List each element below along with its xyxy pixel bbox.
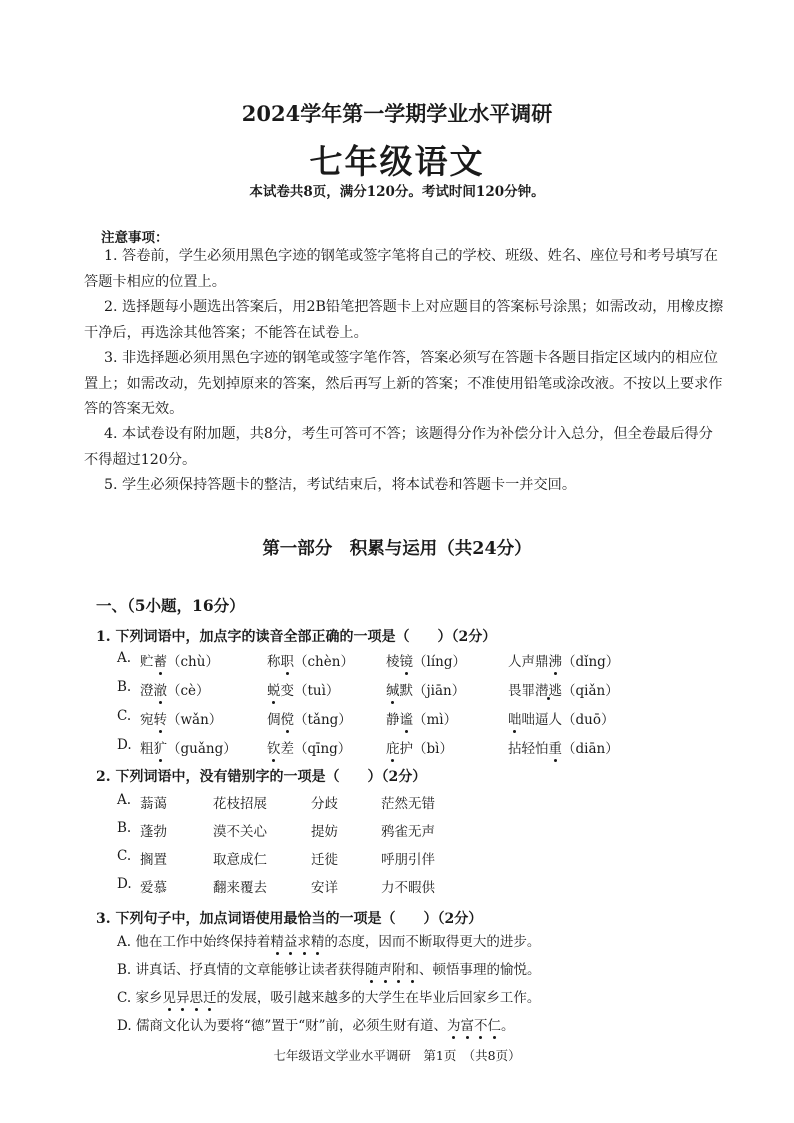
subject-title: 七年级语文 [309, 142, 485, 181]
option-word: 蓊蔼 [140, 796, 167, 812]
section-heading: 一、（5小题，16分） [96, 596, 245, 615]
option-word: 翻来覆去 [213, 880, 267, 896]
option-word: 漠不关心 [213, 824, 267, 840]
dotted-char: 蓄 [154, 650, 168, 670]
option-word: 庇护（bì） [386, 737, 453, 757]
sentence-text: 的态度，因而不断取得更大的进步。 [324, 934, 541, 950]
sentence-label: C. [117, 990, 136, 1006]
dotted-char: 职 [281, 650, 295, 670]
option-label: D. [117, 876, 132, 892]
q3-sentence [117, 958, 541, 978]
option-label: A. [117, 650, 132, 666]
option-word: 提妨 [311, 824, 338, 840]
question-2-stem: 2. 下列词语中，没有错别字的一项是（ ）（2分） [96, 769, 427, 785]
option-word: 爱慕 [140, 880, 167, 896]
q3-sentence [117, 1014, 515, 1034]
sentence-label: A. [117, 934, 136, 950]
q3-sentence [117, 930, 540, 950]
dotted-char: 谧 [400, 708, 414, 728]
dotted-phrase: 为富不仁 [447, 1018, 501, 1034]
dotted-char: 沸 [549, 650, 563, 670]
sentence-text: 。 [501, 1018, 515, 1034]
option-word: 蜕变（tuì） [267, 679, 339, 699]
option-word: 取意成仁 [213, 852, 267, 868]
option-word: 力不暇供 [381, 880, 435, 896]
dotted-char: 重 [549, 737, 563, 757]
option-label: C. [117, 708, 132, 724]
notice-item-5: 5. 学生必须保持答题卡的整洁，考试结束后，将本试卷和答题卡一并交回。 [104, 477, 577, 493]
dotted-char: 咄 [508, 708, 522, 728]
part-title: 第一部分 积累与运用（共24分） [262, 539, 532, 559]
option-word: 拈轻怕重（diān） [508, 737, 619, 757]
sentence-label: B. [117, 962, 136, 978]
option-word: 钦差（qīng） [267, 737, 351, 757]
notice-item-3: 3. 非选择题必须用黑色字迹的钢笔或签字笔作答，答案必须写在答题卡各题目指定区域内的相应位置上；如需改动，先划掉原来的答案，然后再写上新的答案；不准使用铅笔或涂改液。不按以上要求作答的答案无效。 [84, 350, 723, 417]
dotted-char: 钦 [267, 737, 281, 757]
notice-item-1: 1. 答卷前，学生必须用黑色字迹的钢笔或签字笔将自己的学校、班级、姓名、座位号和考号填写在答题卡相应的位置上。 [84, 248, 718, 290]
sentence-text: 儒商文化认为要将“德”置于“财”前，必须生财有道、 [135, 1018, 448, 1034]
option-word: 称职（chèn） [267, 650, 354, 670]
option-word: 粗犷（guǎng） [140, 737, 237, 757]
dotted-phrase: 精益求精 [270, 934, 324, 950]
dotted-phrase: 随声附和 [365, 962, 419, 978]
option-label: D. [117, 737, 132, 753]
option-label: A. [117, 792, 132, 808]
option-word: 花枝招展 [213, 796, 267, 812]
notice-item-4: 4. 本试卷设有附加题，共8分，考生可答可不答；该题得分作为补偿分计入总分，但全卷最后得分不得超过120分。 [84, 426, 713, 468]
exam-info: 本试卷共8页，满分120分。考试时间120分钟。 [249, 184, 545, 200]
option-word: 安详 [311, 880, 338, 896]
dotted-char: 镜 [400, 650, 414, 670]
option-word: 鸦雀无声 [381, 824, 435, 840]
option-word: 茫然无错 [381, 796, 435, 812]
notice-item-2: 2. 选择题每小题选出答案后，用2B铅笔把答题卡上对应题目的答案标号涂黑；如需改动，用橡皮擦干净后，再选涂其他答案；不能答在试卷上。 [84, 299, 724, 341]
dotted-char: 犷 [154, 737, 168, 757]
option-label: B. [117, 820, 132, 836]
dotted-char: 蜕 [267, 679, 281, 699]
option-word: 咄咄逼人（duō） [508, 708, 614, 728]
option-word: 搁置 [140, 852, 167, 868]
exam-title: 2024学年第一学期学业水平调研 [241, 101, 553, 126]
notice-heading: 注意事项： [101, 230, 169, 246]
sentence-text: 的发展，吸引越来越多的大学生在毕业后回家乡工作。 [216, 990, 541, 1006]
option-word: 澄澈（cè） [140, 679, 210, 699]
option-word: 棱镜（líng） [386, 650, 466, 670]
question-1-stem: 1. 下列词语中，加点字的读音全部正确的一项是（ ）（2分） [96, 629, 497, 645]
dotted-char: 缄 [386, 679, 400, 699]
option-word: 人声鼎沸（dǐng） [508, 650, 619, 670]
option-word: 蓬勃 [140, 824, 167, 840]
option-label: B. [117, 679, 132, 695]
option-word: 贮蓄（chù） [140, 650, 219, 670]
dotted-phrase: 见异思迁 [162, 990, 216, 1006]
dotted-char: 澈 [154, 679, 168, 699]
option-label: C. [117, 848, 132, 864]
option-word: 分歧 [311, 796, 338, 812]
option-word: 缄默（jiān） [386, 679, 465, 699]
sentence-text: 他在工作中始终保持着 [135, 934, 271, 950]
page-footer: 七年级语文学业水平调研 第1页 （共8页） [273, 1048, 521, 1063]
sentence-text: 、顿悟事理的愉悦。 [419, 962, 541, 978]
question-3-stem: 3. 下列句子中，加点词语使用最恰当的一项是（ ）（2分） [96, 911, 483, 927]
sentence-text: 家乡 [135, 990, 163, 1006]
option-word: 宛转（wǎn） [140, 708, 222, 728]
option-word: 静谧（mì） [386, 708, 457, 728]
dotted-char: 转 [154, 708, 168, 728]
sentence-text: 讲真话、抒真情的文章能够让读者获得 [135, 962, 366, 978]
dotted-char: 傥 [281, 708, 295, 728]
q3-sentence [117, 986, 540, 1006]
sentence-label: D. [117, 1018, 136, 1034]
option-word: 倜傥（tǎng） [267, 708, 352, 728]
dotted-char: 庇 [386, 737, 400, 757]
option-word: 迁徙 [311, 852, 338, 868]
option-word: 呼朋引伴 [381, 852, 435, 868]
option-word: 畏罪潜逃（qiǎn） [508, 683, 619, 699]
